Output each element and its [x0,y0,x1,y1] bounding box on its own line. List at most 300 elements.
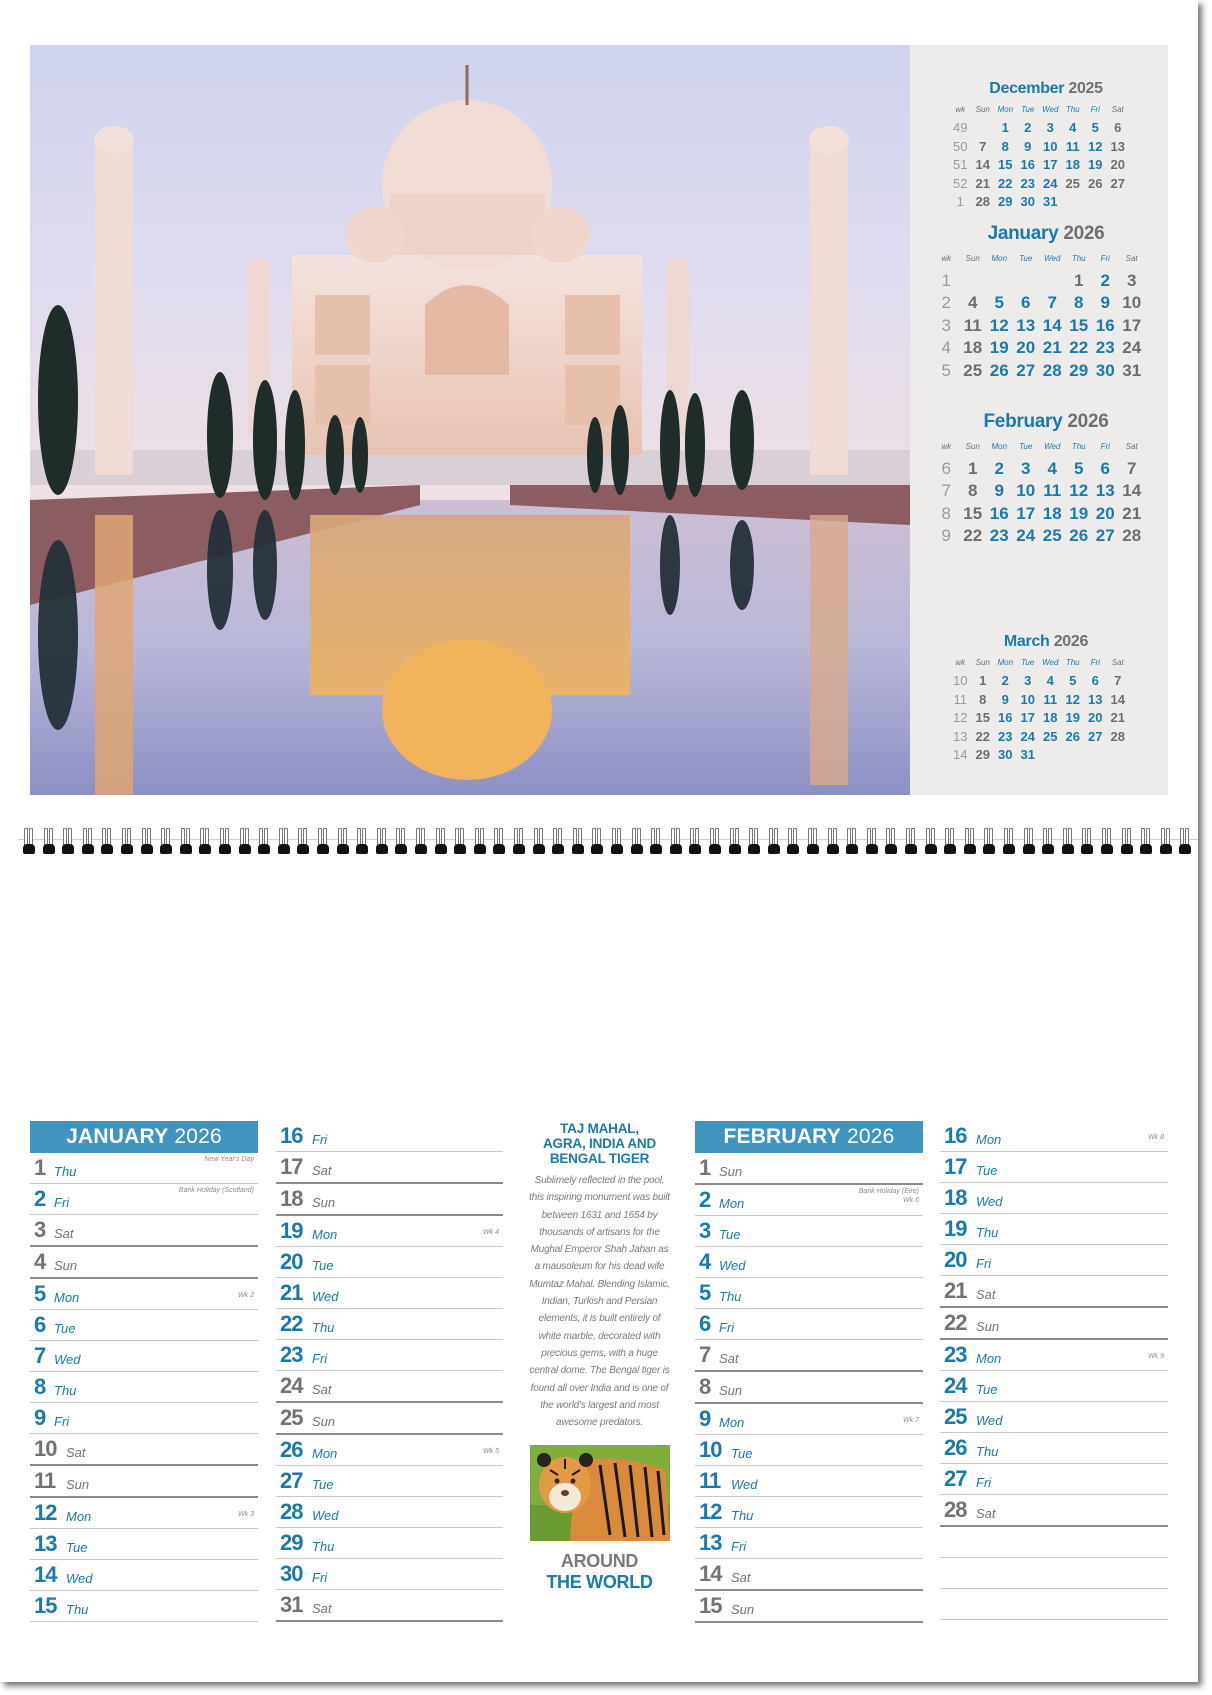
day-cell: 2 [1001,673,1009,689]
spiral-ring-icon [493,828,505,856]
day-number: 6 [699,1311,711,1336]
weekday-label: Mon [991,441,1008,451]
day-name: Tue [731,1446,753,1461]
feature-description: Sublimely reflected in the pool, this inspiring monument was built between 1631 and 1654 by thousands of artisans for the Mughal Emperor Shah Jahan as a mausoleum for his dead wife Mumtaz Mahal. Blending Islamic, Indian, Turkish and Persian elements, it is built entirely of white marble, decorated with precious gems, with a huge central dome. The Bengal tiger is found all over India and is one of the world's largest and most awesome predators. [529,1175,670,1429]
day-cell: 29 [998,194,1013,210]
mini-calendar-grid [933,435,1145,548]
spiral-ring-icon [787,828,799,856]
day-number: 17 [280,1154,303,1179]
spiral-ring-icon [709,828,721,856]
day-number: 6 [34,1312,46,1337]
day-name: Sun [976,1319,1000,1334]
week-number: 14 [953,747,968,763]
day-cell: 31 [1043,194,1058,210]
week-row [933,292,1145,315]
week-number: 3 [941,315,951,335]
week-number: 50 [953,138,968,154]
day-cell: 31 [1122,360,1142,380]
spiral-ring-icon [141,828,153,856]
day-cell: 12 [989,315,1009,335]
day-row [276,1247,503,1278]
day-cell: 27 [1095,526,1115,546]
holiday-note: Bank Holiday (Scotland) [178,1187,254,1194]
day-number: 26 [944,1435,967,1460]
day-cell: 7 [979,138,987,154]
week-row [949,174,1129,193]
weekday-label: Wed [1042,657,1059,667]
empty-day-cell [1084,193,1107,212]
day-number: 8 [34,1374,46,1399]
day-cell: 18 [963,338,983,358]
day-number: 4 [699,1249,711,1274]
mini-year: 2026 [1067,411,1109,432]
spiral-ring-icon [807,828,819,856]
day-name: Wed [976,1413,1003,1428]
day-cell: 2 [994,458,1004,478]
day-name: Thu [976,1444,999,1459]
day-cell: 6 [1114,120,1122,136]
day-number: 15 [699,1593,722,1618]
day-cell: 23 [989,526,1009,546]
mini-calendar-january [910,223,1168,382]
day-number: 27 [280,1468,303,1493]
month-header-january: JANUARY 2026 [30,1121,258,1153]
day-number: 11 [34,1468,56,1493]
day-cell: 14 [1042,315,1062,335]
mini-calendar-title [924,633,1168,651]
day-number: 3 [699,1218,711,1243]
spiral-ring-icon [395,828,407,856]
day-row [695,1435,923,1466]
day-row [940,1214,1168,1245]
day-number: 17 [944,1154,967,1179]
day-number: 28 [280,1499,303,1524]
day-cell: 12 [1088,138,1103,154]
day-row [695,1372,923,1404]
blank-row [940,1589,1168,1620]
weekday-header-row [949,100,1129,119]
day-name: Thu [54,1164,77,1179]
week-number: 8 [941,503,951,523]
holiday-note: Bank Holiday (Eire) [858,1188,919,1195]
week-row [949,156,1129,175]
mini-calendar-title [924,80,1168,98]
spiral-ring-icon [356,828,368,856]
planner-january-col2 [276,1121,503,1622]
week-label: Wk 6 [903,1197,919,1204]
day-number: 7 [34,1343,46,1368]
brand-line-2: THE WORLD [546,1572,653,1593]
day-cell: 14 [1110,691,1125,707]
weekday-label: Thu [1071,253,1086,263]
day-cell: 7 [1047,293,1057,313]
mini-year: 2026 [1063,223,1105,244]
day-name: Wed [312,1508,339,1523]
weekday-label: Sun [975,657,990,667]
day-row [940,1308,1168,1340]
day-name: Sat [719,1351,739,1366]
day-cell: 11 [1065,138,1080,154]
day-row [695,1185,923,1216]
week-row [933,315,1145,338]
binding-wire [18,839,1198,840]
empty-day-cell [960,270,987,293]
day-name: Fri [312,1132,328,1147]
spiral-ring-icon [983,828,995,856]
spiral-ring-icon [827,828,839,856]
day-cell: 23 [998,728,1013,744]
holiday-note: New Year's Day [204,1156,254,1163]
day-cell: 10 [1020,691,1035,707]
day-cell: 15 [963,503,983,523]
day-row [276,1184,503,1216]
day-row [940,1495,1168,1527]
empty-day-cell [1013,270,1040,293]
day-cell: 15 [1069,315,1089,335]
day-number: 31 [280,1592,303,1617]
day-number: 23 [280,1342,303,1367]
week-number: 6 [941,458,951,478]
day-row [940,1121,1168,1152]
day-row [276,1371,503,1403]
day-cell: 11 [963,315,982,335]
day-cell: 19 [1069,503,1089,523]
day-number: 25 [944,1404,967,1429]
day-cell: 16 [1020,157,1035,173]
weekday-label: Tue [1019,253,1033,263]
day-number: 25 [280,1405,303,1430]
day-row [940,1152,1168,1183]
day-number: 10 [699,1437,722,1462]
day-row [30,1372,258,1403]
day-cell: 17 [1020,710,1035,726]
taj-mahal-photo [30,45,910,795]
spiral-ring-icon [866,828,878,856]
day-cell: 6 [1091,673,1099,689]
week-row [949,727,1129,746]
day-cell: 10 [1122,293,1142,313]
day-row [276,1528,503,1559]
day-cell: 21 [1122,503,1142,523]
day-cell: 20 [1088,710,1103,726]
day-cell: 8 [968,481,978,501]
day-row [30,1498,258,1529]
day-name: Mon [719,1415,745,1430]
spiral-ring-icon [611,828,623,856]
day-name: Sat [66,1445,86,1460]
day-cell: 18 [1065,157,1080,173]
empty-day-cell [986,270,1013,293]
spiral-ring-icon [415,828,427,856]
day-row [695,1216,923,1247]
day-cell: 10 [1016,481,1036,501]
weekday-header-row [933,435,1145,458]
spiral-binding [0,820,1198,870]
day-number: 12 [699,1499,722,1524]
day-cell: 4 [968,293,978,313]
day-cell: 19 [1088,157,1103,173]
spiral-ring-icon [454,828,466,856]
day-row [30,1279,258,1310]
day-row [695,1340,923,1372]
planner-february-col1 [695,1121,923,1623]
day-name: Sat [312,1382,332,1397]
spiral-ring-icon [121,828,133,856]
day-cell: 13 [1088,691,1103,707]
day-number: 14 [699,1561,722,1586]
day-name: Tue [719,1227,741,1242]
day-name: Mon [54,1290,80,1305]
day-cell: 6 [1021,293,1031,313]
day-number: 13 [699,1530,722,1555]
spiral-ring-icon [43,828,55,856]
day-name: Fri [54,1414,70,1429]
day-cell: 19 [1065,710,1080,726]
day-row [30,1403,258,1434]
day-cell: 15 [998,157,1013,173]
day-cell: 25 [963,360,983,380]
weekday-label: Tue [1021,657,1035,667]
day-cell: 3 [1046,120,1054,136]
spiral-ring-icon [199,828,211,856]
day-cell: 25 [1042,526,1062,546]
spiral-ring-icon [23,828,35,856]
day-number: 22 [944,1310,967,1335]
spiral-ring-icon [278,828,290,856]
day-cell: 23 [1095,338,1115,358]
week-number: 12 [953,710,968,726]
day-number: 19 [280,1218,303,1243]
week-label: Wk 2 [238,1292,254,1299]
day-row [695,1247,923,1278]
day-row [940,1402,1168,1433]
day-number: 29 [280,1530,303,1555]
day-row [276,1559,503,1590]
day-number: 3 [34,1217,46,1242]
day-row [940,1371,1168,1402]
weekday-label: Tue [1021,104,1035,114]
week-number: 4 [941,338,951,358]
spiral-ring-icon [846,828,858,856]
day-row [276,1590,503,1622]
day-row [940,1276,1168,1308]
day-cell: 13 [1095,481,1115,501]
day-name: Fri [976,1475,992,1490]
day-cell: 24 [1122,338,1142,358]
day-row [940,1245,1168,1276]
empty-day-cell [1107,193,1130,212]
day-cell: 3 [1127,270,1137,290]
spiral-ring-icon [1042,828,1054,856]
tiger-photo [530,1445,670,1541]
week-row [933,270,1145,293]
day-row [30,1434,258,1466]
day-row [940,1183,1168,1214]
day-row [30,1591,258,1622]
spiral-ring-icon [885,828,897,856]
day-cell: 2 [1100,270,1110,290]
day-cell: 19 [989,338,1009,358]
spiral-ring-icon [650,828,662,856]
day-name: Fri [719,1320,735,1335]
day-name: Fri [312,1351,328,1366]
spiral-ring-icon [1062,828,1074,856]
day-row [940,1340,1168,1371]
day-cell: 20 [1110,157,1125,173]
mini-month-name: February [983,411,1063,432]
day-cell: 20 [1016,338,1036,358]
day-cell: 16 [998,710,1013,726]
day-name: Tue [66,1540,88,1555]
week-number-header: wk [941,253,952,263]
empty-day-cell [1039,746,1062,765]
day-row [276,1403,503,1435]
day-name: Thu [719,1289,742,1304]
day-row [30,1215,258,1247]
day-cell: 14 [975,157,990,173]
day-cell: 17 [1122,315,1142,335]
day-row [30,1560,258,1591]
day-cell: 21 [1110,710,1125,726]
day-cell: 10 [1043,138,1058,154]
day-cell: 14 [1122,481,1142,501]
day-row [276,1152,503,1184]
weekday-label: Thu [1065,104,1080,114]
day-row [695,1591,923,1623]
day-name: Thu [66,1602,89,1617]
day-name: Thu [976,1225,999,1240]
mini-year: 2025 [1068,80,1103,97]
spiral-ring-icon [101,828,113,856]
weekday-label: Thu [1071,441,1086,451]
spiral-ring-icon [964,828,976,856]
day-cell: 23 [1020,175,1035,191]
week-number: 10 [953,673,968,689]
weekday-label: Wed [1044,441,1061,451]
day-cell: 11 [1043,481,1062,501]
mini-month-name: March [1003,633,1050,650]
day-number: 8 [699,1374,711,1399]
spiral-ring-icon [944,828,956,856]
day-row [276,1309,503,1340]
day-row [30,1247,258,1279]
day-name: Tue [312,1477,334,1492]
week-row [949,709,1129,728]
mini-calendar-title [924,411,1168,433]
day-cell: 9 [1001,691,1009,707]
spiral-ring-icon [376,828,388,856]
day-cell: 3 [1021,458,1031,478]
day-cell: 18 [1043,710,1058,726]
day-row [30,1153,258,1184]
day-name: Wed [719,1258,746,1273]
spiral-ring-icon [1003,828,1015,856]
day-cell: 26 [989,360,1009,380]
blank-row [940,1558,1168,1589]
mini-calendar-title [924,223,1168,245]
day-cell: 28 [1110,728,1125,744]
week-number-header: wk [941,441,952,451]
week-number: 49 [953,120,968,136]
day-name: Fri [312,1570,328,1585]
day-cell: 16 [1095,315,1115,335]
day-cell: 26 [1065,728,1080,744]
day-name: Sun [312,1414,336,1429]
day-number: 23 [944,1342,967,1367]
week-label: Wk 7 [903,1417,919,1424]
weekday-label: Wed [1042,104,1059,114]
day-row [695,1559,923,1591]
day-cell: 4 [1047,458,1057,478]
day-name: Mon [976,1132,1002,1147]
day-number: 20 [944,1247,967,1272]
spiral-ring-icon [591,828,603,856]
week-row [933,458,1145,481]
day-name: Mon [976,1351,1002,1366]
day-name: Wed [66,1571,93,1586]
day-cell: 27 [1016,360,1036,380]
empty-day-cell [1084,746,1107,765]
day-name: Sat [312,1601,332,1616]
mini-year: 2026 [1053,633,1089,650]
day-number: 18 [944,1185,967,1210]
spiral-ring-icon [689,828,701,856]
day-cell: 28 [1042,360,1062,380]
day-cell: 29 [975,747,990,763]
day-row [276,1466,503,1497]
day-cell: 30 [998,747,1013,763]
day-row [276,1121,503,1152]
spiral-ring-icon [474,828,486,856]
day-number: 12 [34,1500,57,1525]
spiral-ring-icon [82,828,94,856]
day-number: 2 [699,1187,711,1212]
day-number: 5 [699,1280,711,1305]
day-cell: 13 [1016,315,1036,335]
empty-day-cell [1039,270,1066,293]
day-cell: 8 [1001,138,1009,154]
day-number: 11 [699,1468,721,1493]
day-cell: 30 [1095,360,1115,380]
day-cell: 22 [975,728,990,744]
day-name: Sat [976,1287,996,1302]
weekday-label: Wed [1044,253,1061,263]
week-number-header: wk [955,104,966,114]
week-label: Wk 4 [483,1229,499,1236]
day-cell: 7 [1127,458,1137,478]
week-number: 52 [953,175,968,191]
day-number: 21 [944,1278,967,1303]
day-name: Fri [731,1539,747,1554]
day-number: 24 [280,1373,303,1398]
day-cell: 20 [1095,503,1115,523]
day-cell: 3 [1024,673,1032,689]
day-row [940,1464,1168,1495]
empty-day-cell [972,119,995,138]
day-cell: 28 [1122,526,1142,546]
day-row [695,1528,923,1559]
spiral-ring-icon [1160,828,1172,856]
spiral-ring-icon [925,828,937,856]
feature-title: TAJ MAHAL, AGRA, INDIA AND BENGAL TIGER [543,1121,656,1166]
spiral-ring-icon [631,828,643,856]
spiral-ring-icon [552,828,564,856]
spiral-ring-icon [1179,828,1191,856]
mini-calendar-grid [933,247,1145,382]
day-name: Thu [731,1508,754,1523]
weekday-label: Fri [1090,657,1100,667]
day-cell: 12 [1069,481,1089,501]
